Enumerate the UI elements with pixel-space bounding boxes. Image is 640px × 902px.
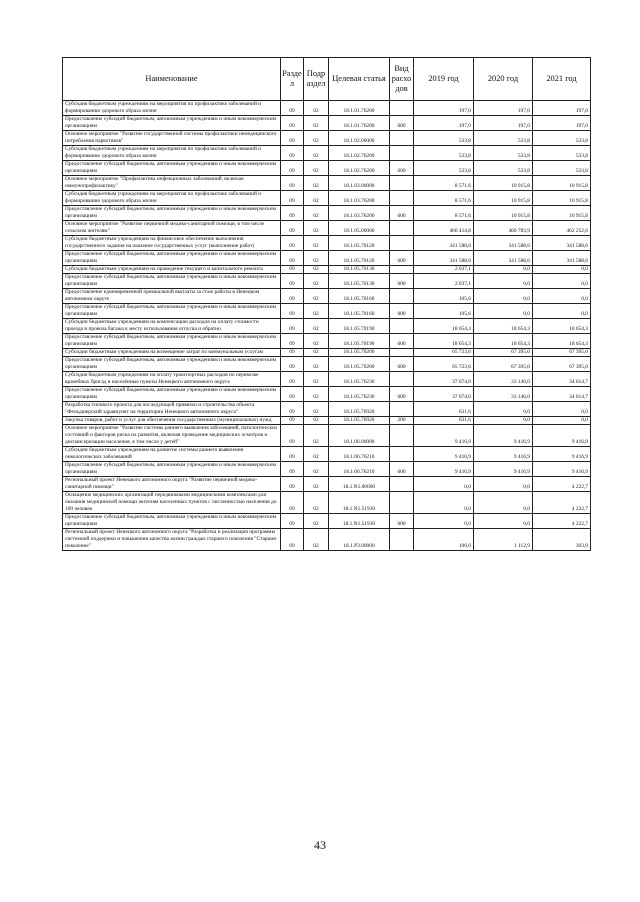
table-row [63,131,591,146]
cell-article: 18.1.05.70120 [329,251,390,266]
cell-name: Предоставление субсидий бюджетным, автономным учреждениям и иным некоммерческим организациям [63,387,281,402]
cell-2020: 10 915,8 [474,191,533,206]
cell-2020: 0,0 [474,304,533,319]
cell-razdel: 09 [281,334,304,349]
cell-vid [390,236,414,251]
cell-name: Субсидии бюджетным учреждениям на финансовое обеспечение выполнения государственного задания на оказание государственных услуг (выполнение работ) [63,236,281,251]
cell-vid [390,402,414,417]
cell-article: 18.1.03.76200 [329,206,390,221]
cell-2019: 533,8 [414,146,474,161]
cell-2019: 341 588,6 [414,251,474,266]
cell-2021: 67 395,0 [533,349,591,357]
cell-name: Предоставление субсидий бюджетным, автономным учреждениям и иным некоммерческим организациям [63,357,281,372]
cell-razdel: 09 [281,206,304,221]
cell-2019: 8 571,6 [414,206,474,221]
cell-razdel: 09 [281,402,304,417]
cell-podrazdel: 02 [304,176,329,191]
cell-vid [390,425,414,447]
cell-vid [390,131,414,146]
cell-razdel: 09 [281,116,304,131]
cell-podrazdel: 02 [304,146,329,161]
cell-podrazdel: 02 [304,319,329,334]
cell-2020: 18 654,3 [474,334,533,349]
table-row [63,116,591,131]
cell-razdel: 09 [281,462,304,477]
cell-name: Региональный проект Ненецкого автономного округа "Развитие первичной медико-санитарной помощи" [63,477,281,492]
cell-vid [390,477,414,492]
cell-name: Оснащение медицинских организаций передвижными медицинскими комплексами для оказания медицинской помощи жителям населенных пунктов с численностью населения до 100 человек [63,492,281,514]
table-row [63,477,591,492]
cell-2020: 67 395,0 [474,357,533,372]
cell-name: Основное мероприятие "Развитие системы раннего выявления заболеваний, патологических состояний и факторов риска их развития, включая проведение медицинских осмотров и диспансеризации населения, в том числе у детей" [63,425,281,447]
table-row [63,372,591,387]
cell-2021: 9 416,9 [533,447,591,462]
cell-name: Предоставление субсидий бюджетным, автономным учреждениям и иным некоммерческим организациям [63,462,281,477]
cell-razdel: 09 [281,251,304,266]
table-row [63,176,591,191]
cell-name: Основное мероприятие "Развитие первичной медико-санитарной помощи, в том числе сельским жителям" [63,221,281,236]
cell-razdel: 09 [281,236,304,251]
cell-2020: 533,8 [474,146,533,161]
table-row [63,334,591,349]
cell-article: 18.1.05.70190 [329,334,390,349]
cell-name: Закупка товаров, работ и услуг для обеспечения государственных (муниципальных) нужд [63,417,281,425]
cell-2020: 1 112,9 [474,529,533,551]
table-row [63,417,591,425]
cell-2019: 8 571,6 [414,191,474,206]
cell-vid: 600 [390,334,414,349]
cell-2021: 341 588,6 [533,251,591,266]
cell-razdel: 09 [281,319,304,334]
cell-2021: 4 222,7 [533,514,591,529]
cell-podrazdel: 02 [304,529,329,551]
cell-article: 18.1.06.00000 [329,425,390,447]
cell-podrazdel: 02 [304,477,329,492]
cell-razdel: 09 [281,492,304,514]
cell-2019: 18 654,3 [414,334,474,349]
cell-name: Основное мероприятие "Развитие государственной системы профилактики немедицинского потребления наркотиков" [63,131,281,146]
cell-2019: 533,8 [414,161,474,176]
cell-article: 18.1.N1.51910 [329,514,390,529]
table-row [63,251,591,266]
cell-2019: 9 416,9 [414,425,474,447]
cell-2020: 9 416,9 [474,425,533,447]
cell-2021: 0,0 [533,402,591,417]
header-vid: Вид расхо дов [390,58,414,101]
cell-article: 18.1.05.70160 [329,304,390,319]
cell-vid: 600 [390,274,414,289]
cell-2021: 197,0 [533,101,591,116]
table-row [63,304,591,319]
cell-name: Субсидия бюджетным учреждениям на мероприятия по профилактике заболеваний и формированию здорового образа жизни [63,146,281,161]
cell-2021: 0,0 [533,274,591,289]
cell-razdel: 09 [281,417,304,425]
cell-2021: 10 915,8 [533,176,591,191]
cell-name: Предоставление единовременной премиальной выплаты за стаж работы в Ненецком автономном округе [63,289,281,304]
cell-vid [390,372,414,387]
cell-razdel: 09 [281,372,304,387]
cell-2019: 0,0 [414,514,474,529]
cell-name: Предоставление субсидий бюджетным, автономным учреждениям и иным некоммерческим организациям [63,304,281,319]
cell-2019: 0,0 [414,477,474,492]
cell-2021: 0,0 [533,304,591,319]
cell-name: Разработка типового проекта для последующей привязки и строительства объекта "Фельдшерский здравпункт на территории Ненецкого автономного округа" [63,402,281,417]
cell-2020: 0,0 [474,514,533,529]
cell-2019: 9 416,9 [414,447,474,462]
table-row [63,529,591,551]
cell-2019: 0,0 [414,492,474,514]
cell-vid: 600 [390,387,414,402]
cell-podrazdel: 02 [304,236,329,251]
cell-podrazdel: 02 [304,334,329,349]
cell-name: Субсидии бюджетным учреждениям на проведение текущего и капитального ремонта [63,266,281,274]
cell-name: Предоставление субсидий бюджетным, автономным учреждениям и иным некоммерческим организациям [63,334,281,349]
cell-vid: 600 [390,116,414,131]
cell-razdel: 09 [281,161,304,176]
cell-vid [390,289,414,304]
table-row [63,402,591,417]
cell-razdel: 09 [281,176,304,191]
cell-2021: 462 252,6 [533,221,591,236]
cell-podrazdel: 02 [304,357,329,372]
cell-2020: 197,0 [474,101,533,116]
cell-2020: 197,0 [474,116,533,131]
cell-vid: 600 [390,304,414,319]
cell-vid: 200 [390,417,414,425]
cell-2019: 341 588,6 [414,236,474,251]
cell-2019: 37 674,0 [414,372,474,387]
cell-podrazdel: 02 [304,274,329,289]
cell-podrazdel: 02 [304,289,329,304]
cell-vid: 600 [390,357,414,372]
cell-2020: 33 146,0 [474,387,533,402]
header-razdel: Разде л [281,58,304,101]
cell-2021: 303,0 [533,529,591,551]
cell-2019: 9 416,9 [414,462,474,477]
cell-podrazdel: 02 [304,402,329,417]
cell-article: 18.1.05.70120 [329,236,390,251]
cell-vid [390,349,414,357]
cell-2019: 105,6 [414,304,474,319]
cell-podrazdel: 02 [304,349,329,357]
cell-2020: 18 654,3 [474,319,533,334]
cell-2021: 10 915,8 [533,206,591,221]
cell-2021: 4 222,7 [533,492,591,514]
cell-razdel: 09 [281,477,304,492]
header-2021: 2021 год [533,58,591,101]
cell-article: 18.1.05.70130 [329,266,390,274]
cell-podrazdel: 02 [304,425,329,447]
cell-vid [390,176,414,191]
cell-name: Субсидии бюджетным учреждениям на возмещение затрат по коммунальным услугам [63,349,281,357]
cell-2021: 9 416,9 [533,462,591,477]
cell-name: Субсидия бюджетным учреждениям на мероприятия по профилактике заболеваний и формированию здорового образа жизни [63,191,281,206]
cell-vid [390,101,414,116]
cell-razdel: 09 [281,357,304,372]
cell-name: Предоставление субсидий бюджетным, автономным учреждениям и иным некоммерческим организациям [63,206,281,221]
cell-podrazdel: 02 [304,161,329,176]
cell-name: Предоставление субсидий бюджетным, автономным учреждениям и иным некоммерческим организациям [63,274,281,289]
cell-razdel: 09 [281,514,304,529]
cell-article: 18.1.N1.00000 [329,477,390,492]
table-row [63,101,591,116]
cell-2019: 105,6 [414,289,474,304]
cell-razdel: 09 [281,146,304,161]
cell-razdel: 09 [281,349,304,357]
header-2020: 2020 год [474,58,533,101]
cell-podrazdel: 02 [304,514,329,529]
cell-2019: 65 723,6 [414,349,474,357]
cell-podrazdel: 02 [304,131,329,146]
cell-2020: 341 588,6 [474,251,533,266]
cell-podrazdel: 02 [304,221,329,236]
cell-vid [390,266,414,274]
cell-name: Основное мероприятие "Профилактика инфекционных заболеваний, включая иммунопрофилактику" [63,176,281,191]
table-body [63,101,591,551]
cell-2019: 197,0 [414,116,474,131]
cell-podrazdel: 02 [304,206,329,221]
cell-podrazdel: 02 [304,492,329,514]
cell-vid: 600 [390,514,414,529]
cell-2019: 631,6 [414,402,474,417]
cell-article: 18.1.01.76200 [329,101,390,116]
cell-2019: 65 723,6 [414,357,474,372]
cell-2020: 460 783,9 [474,221,533,236]
cell-razdel: 09 [281,529,304,551]
table-row [63,447,591,462]
cell-podrazdel: 02 [304,304,329,319]
cell-podrazdel: 02 [304,372,329,387]
cell-2021: 0,0 [533,266,591,274]
cell-razdel: 09 [281,274,304,289]
cell-razdel: 09 [281,387,304,402]
cell-2020: 9 416,9 [474,462,533,477]
cell-2019: 106,0 [414,529,474,551]
cell-name: Предоставление субсидий бюджетным, автономным учреждениям и иным некоммерческим организациям [63,514,281,529]
cell-name: Предоставление субсидий бюджетным, автономным учреждениям и иным некоммерческим организациям [63,161,281,176]
cell-2021: 533,8 [533,131,591,146]
table-row [63,462,591,477]
cell-2019: 2 037,1 [414,274,474,289]
cell-article: 18.1.05.70160 [329,289,390,304]
table-row [63,191,591,206]
cell-article: 18.1.05.76920 [329,402,390,417]
cell-vid: 600 [390,206,414,221]
cell-2021: 10 915,8 [533,191,591,206]
cell-2020: 0,0 [474,477,533,492]
budget-table [62,57,591,551]
cell-article: 18.1.05.70130 [329,274,390,289]
table-row [63,146,591,161]
cell-2020: 0,0 [474,492,533,514]
cell-2019: 197,0 [414,101,474,116]
cell-2020: 533,8 [474,161,533,176]
cell-2019: 466 414,8 [414,221,474,236]
cell-razdel: 09 [281,131,304,146]
table-row [63,221,591,236]
cell-razdel: 09 [281,425,304,447]
table-row [63,357,591,372]
cell-razdel: 09 [281,101,304,116]
cell-article: 18.1.05.70200 [329,349,390,357]
cell-name: Субсидии бюджетным учреждениям на компенсацию расходов на оплату стоимости проезда и провоза багажа к месту использования отпуска и обратно [63,319,281,334]
cell-razdel: 09 [281,289,304,304]
table-row [63,387,591,402]
cell-2020: 0,0 [474,402,533,417]
cell-2020: 533,8 [474,131,533,146]
header-podrazdel: Подр аздел [304,58,329,101]
header-name: Наименование [63,58,281,101]
cell-2020: 341 588,6 [474,236,533,251]
cell-vid [390,146,414,161]
cell-2019: 37 674,0 [414,387,474,402]
cell-article: 18.1.01.76200 [329,116,390,131]
cell-article: 18.1.03.00000 [329,176,390,191]
cell-name: Субсидии бюджетным учреждениям на развитие системы раннего выявления онкологических заболеваний [63,447,281,462]
cell-podrazdel: 02 [304,101,329,116]
cell-name: Субсидия бюджетным учреждениям на мероприятия по профилактике заболеваний и формированию здорового образа жизни [63,101,281,116]
cell-article: 18.1.05.76920 [329,417,390,425]
cell-podrazdel: 02 [304,447,329,462]
cell-2020: 0,0 [474,289,533,304]
cell-razdel: 09 [281,304,304,319]
table-row [63,492,591,514]
cell-article: 18.1.05.76230 [329,372,390,387]
cell-razdel: 09 [281,447,304,462]
cell-article: 18.1.05.76230 [329,387,390,402]
cell-vid [390,447,414,462]
table-header-row [63,58,591,101]
table-row [63,236,591,251]
cell-vid: 600 [390,251,414,266]
cell-razdel: 09 [281,266,304,274]
cell-name: Региональный проект Ненецкого автономного округа "Разработка и реализация программы системной поддержки и повышения качества жизни граждан старшего поколения "Старшее поколение" [63,529,281,551]
cell-2021: 9 416,9 [533,425,591,447]
cell-podrazdel: 02 [304,251,329,266]
cell-2021: 34 614,7 [533,372,591,387]
cell-2021: 67 395,0 [533,357,591,372]
cell-razdel: 09 [281,221,304,236]
table-row [63,274,591,289]
cell-2021: 0,0 [533,289,591,304]
cell-2021: 18 654,3 [533,334,591,349]
cell-2021: 533,8 [533,161,591,176]
cell-2020: 33 146,0 [474,372,533,387]
cell-2021: 4 222,7 [533,477,591,492]
cell-vid: 600 [390,462,414,477]
cell-2021: 0,0 [533,417,591,425]
cell-2020: 67 395,0 [474,349,533,357]
cell-article: 18.1.02.76200 [329,161,390,176]
cell-article: 18.1.N1.51910 [329,492,390,514]
cell-2020: 9 416,9 [474,447,533,462]
cell-name: Субсидия бюджетным учреждениям на оплату транспортных расходов по перевозке врачебных бригад в населённые пункты Ненецкого автономного округа [63,372,281,387]
cell-article: 18.1.05.70200 [329,357,390,372]
cell-podrazdel: 02 [304,116,329,131]
cell-article: 18.1.02.76200 [329,146,390,161]
header-article: Целевая статья [329,58,390,101]
cell-podrazdel: 02 [304,266,329,274]
table-row [63,425,591,447]
cell-2019: 18 654,3 [414,319,474,334]
cell-name: Предоставление субсидий бюджетным, автономным учреждениям и иным некоммерческим организациям [63,251,281,266]
cell-article: 18.1.06.76210 [329,462,390,477]
cell-podrazdel: 02 [304,191,329,206]
cell-podrazdel: 02 [304,417,329,425]
cell-vid [390,221,414,236]
table-row [63,319,591,334]
page-number: 43 [314,838,326,852]
cell-2020: 0,0 [474,274,533,289]
table-row [63,161,591,176]
cell-vid [390,319,414,334]
cell-2019: 2 037,1 [414,266,474,274]
cell-2021: 34 614,7 [533,387,591,402]
cell-razdel: 09 [281,191,304,206]
cell-2019: 8 571,6 [414,176,474,191]
cell-2020: 0,0 [474,266,533,274]
cell-article: 18.1.05.00000 [329,221,390,236]
cell-article: 18.1.02.00000 [329,131,390,146]
table-row [63,349,591,357]
table-row [63,266,591,274]
cell-2020: 10 915,8 [474,206,533,221]
cell-2019: 631,6 [414,417,474,425]
cell-article: 18.1.05.70190 [329,319,390,334]
table-row [63,206,591,221]
cell-article: 18.1.06.76210 [329,447,390,462]
cell-vid: 600 [390,161,414,176]
header-2019: 2019 год [414,58,474,101]
cell-2021: 341 588,6 [533,236,591,251]
cell-podrazdel: 02 [304,462,329,477]
cell-vid [390,191,414,206]
cell-article: 18.1.P3.00000 [329,529,390,551]
cell-name: Предоставление субсидий бюджетным, автономным учреждениям и иным некоммерческим организациям [63,116,281,131]
cell-2020: 0,0 [474,417,533,425]
cell-2021: 197,0 [533,116,591,131]
cell-vid [390,492,414,514]
cell-2019: 533,8 [414,131,474,146]
cell-2020: 10 915,8 [474,176,533,191]
table-row [63,514,591,529]
cell-2021: 533,8 [533,146,591,161]
cell-vid [390,529,414,551]
table-row [63,289,591,304]
cell-podrazdel: 02 [304,387,329,402]
cell-article: 18.1.03.76200 [329,191,390,206]
cell-2021: 18 654,3 [533,319,591,334]
